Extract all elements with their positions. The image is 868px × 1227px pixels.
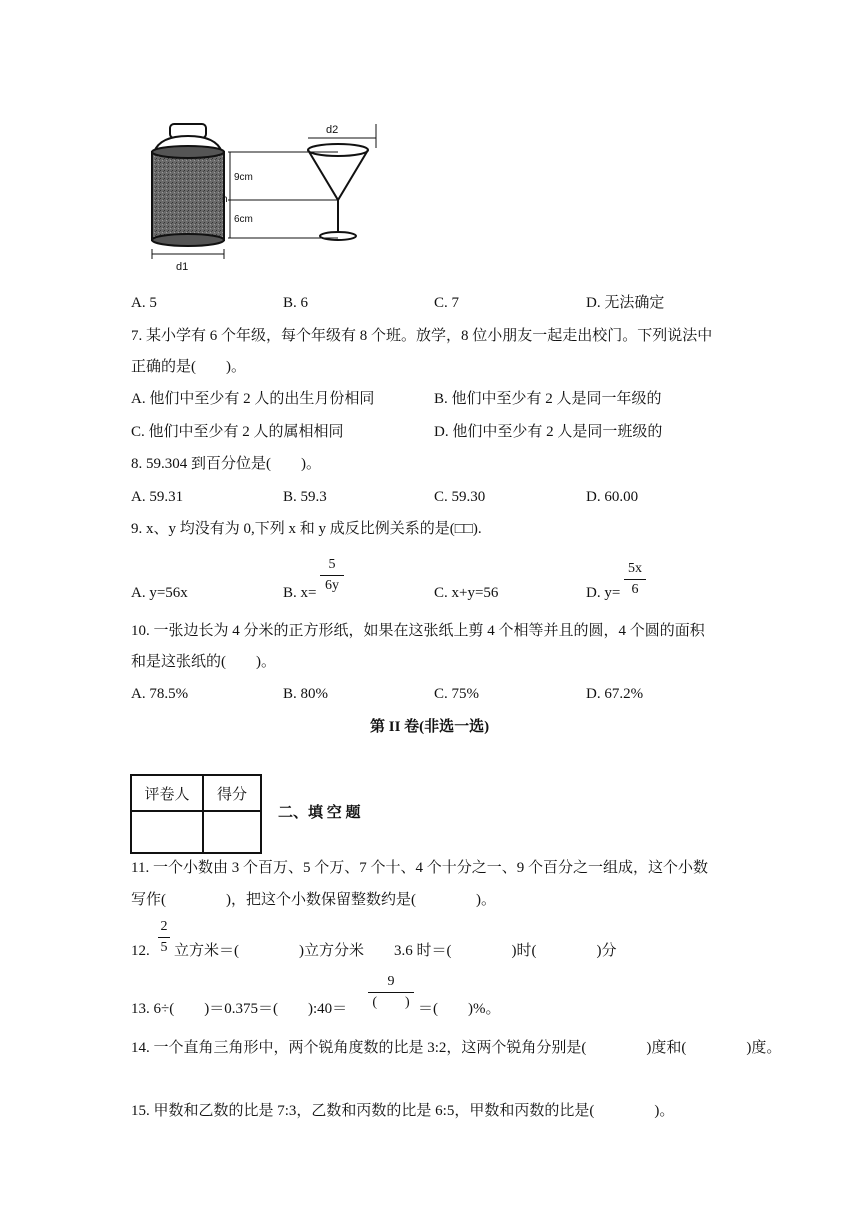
- q10-stem-line1: 10. 一张边长为 4 分米的正方形纸，如果在这张纸上剪 4 个相等并且的圆，4 个圆的面积: [131, 623, 705, 639]
- q9-b-denominator: 6y: [325, 578, 339, 593]
- q9-d-numerator: 5x: [628, 561, 642, 576]
- q8-option-b[interactable]: B. 59.3: [283, 489, 327, 505]
- q13-denominator: ( ): [372, 995, 410, 1010]
- q7-stem-line2: 正确的是( )。: [131, 359, 246, 375]
- q6-option-c[interactable]: C. 7: [434, 295, 460, 311]
- q10-option-d[interactable]: D. 67.2%: [586, 686, 644, 702]
- q12-fraction: [158, 920, 170, 955]
- d1-label: d1: [176, 261, 189, 273]
- q7-stem-line1: 7. 某小学有 6 个年级，每个年级有 8 个班。放学，8 位小朋友一起走出校门。下列说法中: [131, 328, 713, 344]
- q8-option-c[interactable]: C. 59.30: [434, 489, 486, 505]
- h-label: h: [222, 194, 228, 205]
- q8-option-a[interactable]: A. 59.31: [131, 489, 184, 505]
- part-title: 二、填 空 题: [278, 805, 361, 821]
- h2-label: 6cm: [234, 214, 253, 225]
- score-table-header-score: 得分: [203, 775, 261, 811]
- q15-stem: 15. 甲数和乙数的比是 7:3，乙数和丙数的比是 6:5，甲数和丙数的比是( )。: [131, 1103, 675, 1119]
- q6-option-b[interactable]: B. 6: [283, 295, 309, 311]
- q11-stem-line1: 11. 一个小数由 3 个百万、5 个万、7 个十、4 个十分之一、9 个百分之一组成，这个小数: [131, 860, 708, 876]
- cylinder-goblet-figure: [140, 118, 390, 278]
- q10-option-c[interactable]: C. 75%: [434, 686, 479, 702]
- q9-option-d-fraction: [624, 562, 646, 597]
- q9-option-b[interactable]: B. x=: [283, 585, 317, 601]
- section-title: 第 II 卷(非选一选): [370, 719, 490, 735]
- score-table-cell-grader[interactable]: [131, 811, 203, 853]
- q13-suffix: ＝( )%。: [418, 1001, 501, 1017]
- q12-denominator: 5: [160, 940, 168, 955]
- q8-stem: 8. 59.304 到百分位是( )。: [131, 456, 321, 472]
- q11-stem-line2: 写作( )，把这个小数保留整数约是( )。: [131, 892, 496, 908]
- q6-option-a[interactable]: A. 5: [131, 295, 157, 311]
- q14-stem: 14. 一个直角三角形中，两个锐角度数的比是 3:2，这两个锐角分别是( )度和( )度。: [131, 1040, 782, 1056]
- q9-option-d[interactable]: D. y=: [586, 585, 621, 601]
- q13-prefix: 13. 6÷( )＝0.375＝( ):40＝: [131, 1001, 348, 1017]
- goblet: [308, 144, 368, 240]
- q9-d-denominator: 6: [631, 582, 639, 597]
- q9-b-numerator: 5: [328, 557, 336, 572]
- score-table-header-grader: 评卷人: [131, 775, 203, 811]
- q10-option-a[interactable]: A. 78.5%: [131, 686, 189, 702]
- q7-option-a[interactable]: A. 他们中至少有 2 人的出生月份相同: [131, 391, 375, 407]
- q7-option-d[interactable]: D. 他们中至少有 2 人是同一班级的: [434, 424, 663, 440]
- q12-text: 立方米＝( )立方分米 3.6 时＝( )时( )分: [174, 943, 617, 959]
- q9-option-c[interactable]: C. x+y=56: [434, 585, 499, 601]
- q9-option-a[interactable]: A. y=56x: [131, 585, 188, 601]
- q6-option-d[interactable]: D. 无法确定: [586, 295, 665, 311]
- q8-option-d[interactable]: D. 60.00: [586, 489, 639, 505]
- q7-option-b[interactable]: B. 他们中至少有 2 人是同一年级的: [434, 391, 662, 407]
- q13-numerator: 9: [387, 974, 395, 989]
- h1-label: 9cm: [234, 172, 253, 183]
- q10-stem-line2: 和是这张纸的( )。: [131, 654, 276, 670]
- score-table-cell-score[interactable]: [203, 811, 261, 853]
- q7-option-c[interactable]: C. 他们中至少有 2 人的属相相同: [131, 424, 344, 440]
- d2-label: d2: [326, 124, 339, 136]
- score-table: [130, 774, 262, 854]
- q12-number: 12.: [131, 943, 150, 959]
- cylinder: [152, 124, 224, 246]
- q9-stem: 9. x、y 均没有为 0,下列 x 和 y 成反比例关系的是(□□).: [131, 521, 482, 537]
- q10-option-b[interactable]: B. 80%: [283, 686, 328, 702]
- q12-numerator: 2: [160, 919, 168, 934]
- q13-fraction: [368, 975, 414, 1010]
- q9-option-b-fraction: [320, 558, 344, 593]
